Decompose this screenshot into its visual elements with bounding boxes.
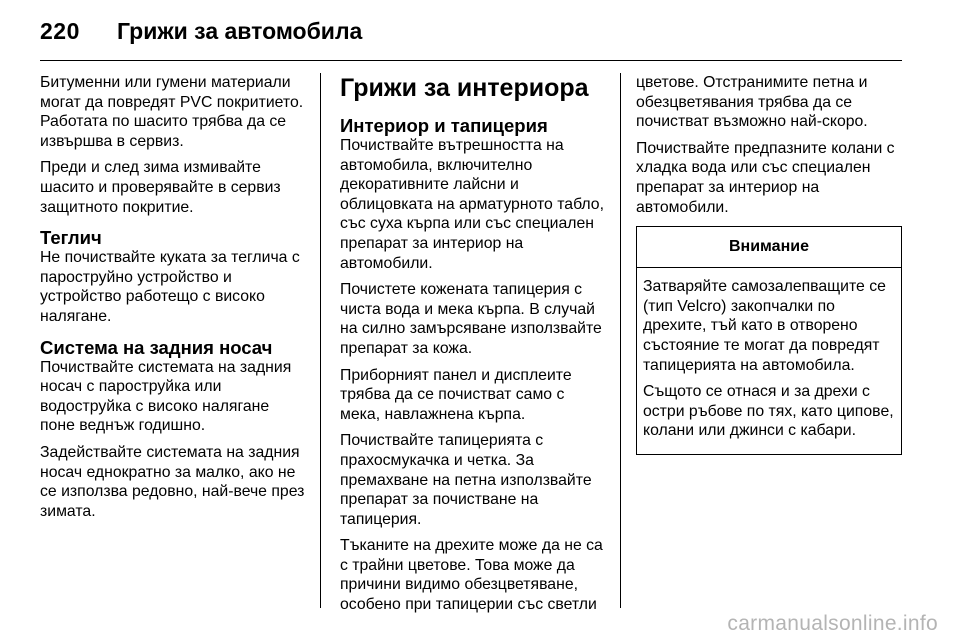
rear-carrier-paragraph-1: Почиствайте системата на задния носач с пароструйка или водоструйка с високо налягане поне веднъж годишно. bbox=[40, 358, 292, 435]
column-divider-2 bbox=[620, 73, 621, 608]
page-header bbox=[40, 18, 362, 48]
column-divider-1 bbox=[320, 73, 321, 608]
underbody-paragraph-2: Преди и след зима измивайте шасито и проверявайте в сервиз защитното покритие. bbox=[40, 159, 281, 216]
interior-paragraph-5: Тъканите на дрехите може да не са с трайни цветове. Това може да причини видимо обезцветяване, особено при тапицерии със светли bbox=[340, 537, 603, 614]
interior-paragraph-4: Почиствайте тапицерията с прахосмукачка и четка. За премахване на петна използвайте препарат за почистване на тапицерия. bbox=[340, 432, 592, 528]
rear-carrier-paragraph-2: Задействайте системата на задния носач еднократно за малко, ако не се използва редовно, най-вече през зимата. bbox=[40, 443, 305, 520]
column-left bbox=[40, 73, 308, 528]
warning-paragraph-2: Същото се отнася и за дрехи с остри ръбове по тях, като циповe, колани или джинси с кабари. bbox=[643, 383, 894, 440]
underbody-paragraph-1: Битуменни или гумени материали могат да повредят PVC покритието. Работата по шасито трябва да се извършва в сервиз. bbox=[40, 74, 304, 150]
warning-body bbox=[637, 268, 901, 454]
warning-title: Внимание bbox=[637, 227, 901, 268]
towbar-heading: Теглич bbox=[40, 227, 102, 249]
rear-carrier-heading: Система на задния носач bbox=[40, 336, 273, 358]
interior-upholstery-heading: Интериор и тапицерия bbox=[340, 115, 548, 136]
interior-care-heading: Грижи за интериора bbox=[340, 74, 589, 102]
warning-paragraph-1: Затваряйте самозалепващите се (тип Velcro) закопчалки по дрехите, тъй като в отворено състояние те могат да повредят тапицерията на автомобила. bbox=[643, 278, 886, 374]
watermark: carmanualsonline.info bbox=[727, 612, 938, 635]
interior-paragraph-1: Почиствайте вътрешността на автомобила, включително декоративните лайсни и облицовката на арматурното табло, със суха кърпа или със специален препарат за интериор на автомобили. bbox=[340, 137, 604, 272]
column-middle bbox=[340, 73, 608, 622]
continued-paragraph: цветове. Отстранимите петна и обезцветявания трябва да се почистват възможно най-скоро. bbox=[636, 74, 868, 131]
header-divider bbox=[40, 60, 902, 61]
page-title: Грижи за автомобила bbox=[117, 18, 363, 44]
seatbelt-paragraph: Почиствайте предпазните колани с хладка вода или със специален препарат за интериор на автомобили. bbox=[636, 139, 895, 216]
warning-box bbox=[636, 226, 902, 455]
interior-paragraph-3: Приборният панел и дисплеите трябва да се почистват само с мека, навлажнена кърпа. bbox=[340, 366, 572, 423]
towbar-paragraph: Не почиствайте куката за теглича с пароструйно устройство и устройство работещо с високо налягане. bbox=[40, 249, 300, 325]
column-right bbox=[636, 73, 906, 455]
page-number: 220 bbox=[40, 18, 80, 44]
interior-paragraph-2: Почистете кожената тапицерия с чиста вода и мека кърпа. В случай на силно замърсяване използвайте препарат за кожа. bbox=[340, 281, 602, 357]
